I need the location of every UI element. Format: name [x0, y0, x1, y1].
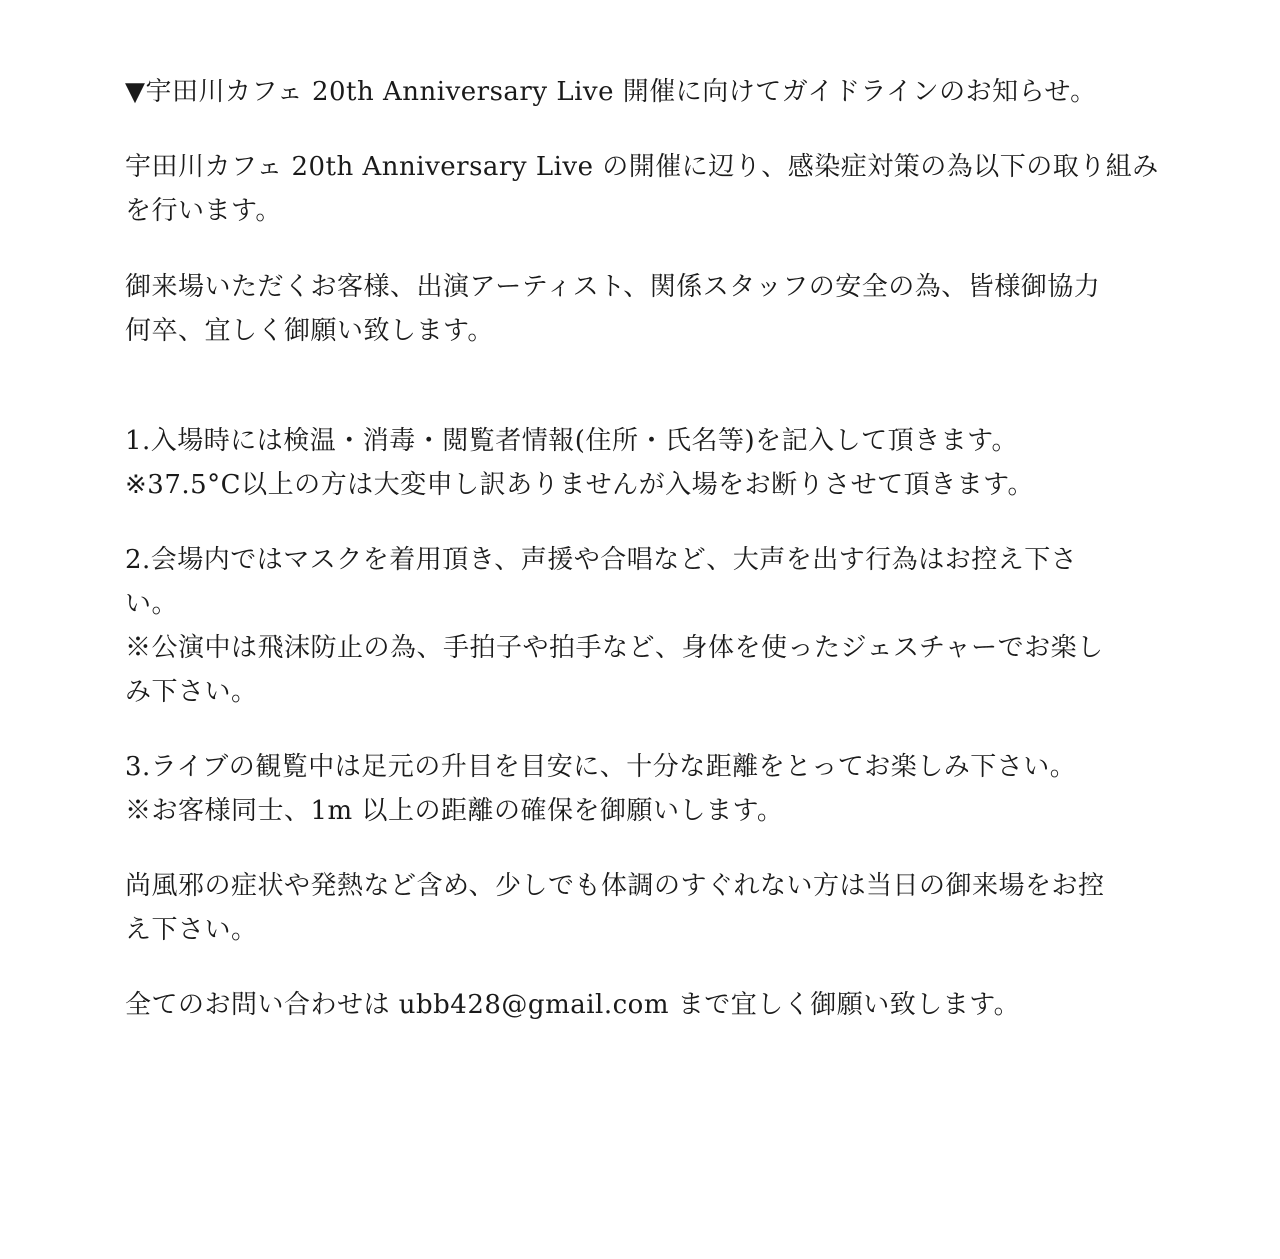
contact-line: 全てのお問い合わせは ubb428@gmail.com まで宜しく御願い致します。 — [125, 990, 1021, 1020]
item3-line-1: 3.ライブの観覧中は足元の升目を目安に、十分な距離をとってお楽しみ下さい。 — [125, 752, 1077, 782]
note-line-1: 尚風邪の症状や発熱など含め、少しでも体調のすぐれない方は当日の御来場をお控 — [125, 871, 1105, 901]
intro-line-2: を行います。 — [125, 196, 282, 226]
item1-line-1: 1.入場時には検温・消毒・閲覧者情報(住所・氏名等)を記入して頂きます。 — [125, 426, 1019, 456]
item2-line-4: み下さい。 — [125, 677, 258, 707]
request-line-1: 御来場いただくお客様、出演アーティスト、関係スタッフの安全の為、皆様御協力 — [125, 272, 1101, 302]
item2-line-1: 2.会場内ではマスクを着用頂き、声援や合唱など、大声を出す行為はお控え下さ — [125, 545, 1078, 575]
item2-line-3: ※公演中は飛沫防止の為、手拍子や拍手など、身体を使ったジェスチャーでお楽し — [125, 633, 1104, 663]
item1-line-2: ※37.5°C以上の方は大変申し訳ありませんが入場をお断りさせて頂きます。 — [125, 470, 1034, 500]
intro-line-1: 宇田川カフェ 20th Anniversary Live の開催に辺り、感染症対策の為以下の取り組み — [125, 152, 1159, 182]
heading: ▼宇田川カフェ 20th Anniversary Live 開催に向けてガイドラインのお知らせ。 — [125, 77, 1097, 107]
request-line-2: 何卒、宜しく御願い致します。 — [125, 316, 494, 346]
item3-line-2: ※お客様同士、1m 以上の距離の確保を御願いします。 — [125, 796, 784, 826]
item2-line-2: い。 — [125, 589, 179, 619]
note-line-2: え下さい。 — [125, 915, 258, 945]
